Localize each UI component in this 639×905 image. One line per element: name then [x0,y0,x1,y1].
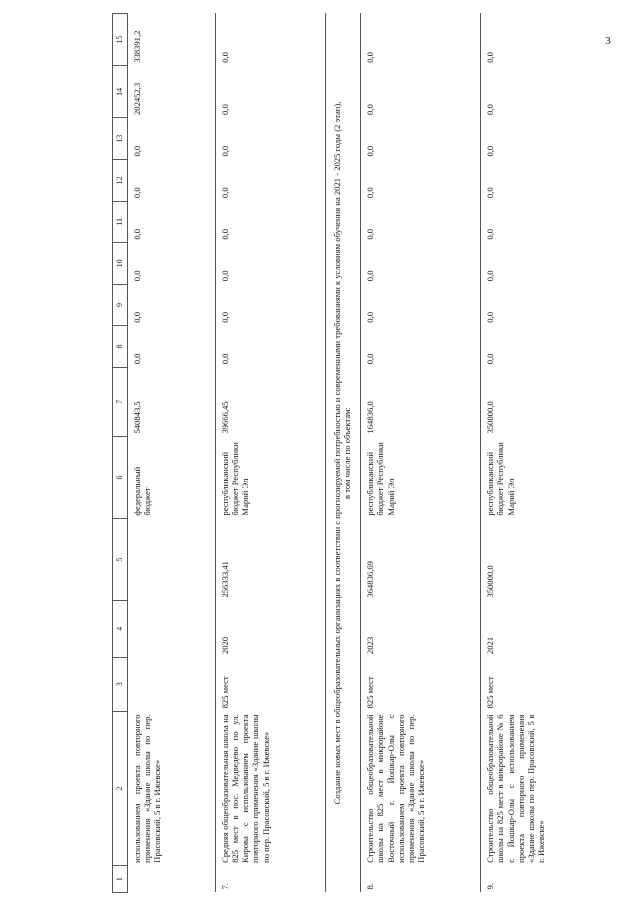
page-number: 3 [605,35,611,47]
funding-source: федеральный бюджет [128,437,216,519]
column-number: 1 [113,866,128,893]
value-cell: 0,0 [481,14,601,66]
year: 2020 [216,601,326,657]
value-cell: 0,0 [481,326,601,368]
table-row-7 [216,14,326,893]
column-number: 9 [113,284,128,326]
value-cell: 202452,3 [128,66,216,118]
year: 2023 [361,601,481,657]
column-number: 10 [113,243,128,285]
column-number: 6 [113,437,128,519]
column-number: 13 [113,118,128,160]
column-number: 7 [113,367,128,436]
funding-source: республиканский бюджет Республики Марий Эл [481,437,601,519]
value-cell: 0,0 [216,118,326,160]
capacity: 825 мест [361,657,481,711]
value-cell: 0,0 [481,118,601,160]
table-row-9 [481,14,601,893]
value-cell: 0,0 [481,284,601,326]
cost [128,519,216,601]
column-number: 2 [113,711,128,865]
column-number: 3 [113,657,128,711]
value-cell: 0,0 [216,284,326,326]
object-name: Средняя общеобразовательная школа на 825 мест в пос. Медведево по ул. Кирова с использованием проекта повторного применения «Здание школы по пер. Прасовский, 5 в г. Ижевске» [216,711,326,865]
cost: 256333,41 [216,519,326,601]
table-row-continuation [128,14,216,893]
column-number: 4 [113,601,128,657]
value-cell: 0,0 [481,201,601,243]
value-cell: 338391,2 [128,14,216,66]
value-cell: 0,0 [216,160,326,202]
value-cell: 0,0 [128,326,216,368]
value-cell: 0,0 [481,243,601,285]
value-cell: 0,0 [216,243,326,285]
capacity: 825 мест [216,657,326,711]
column-number: 8 [113,326,128,368]
year: 2021 [481,601,601,657]
cost: 350000,0 [481,519,601,601]
value-cell: 0,0 [128,160,216,202]
section-heading-line-1: Создание новых мест в общеобразовательных организациях в соответствии с прогнозируемой потребностью и современными требованиями к условиям обучения на 2021 - 2025 годы (2 этап), [332,101,342,805]
value-cell: 164836,0 [361,367,481,436]
value-cell: 0,0 [361,326,481,368]
value-cell: 0,0 [128,284,216,326]
column-number: 11 [113,201,128,243]
funding-source: республиканский бюджет Республики Марий Эл [361,437,481,519]
table-row-8 [361,14,481,893]
section-heading-line-2: в том числе по объектам: [342,407,353,499]
value-cell: 0,0 [128,201,216,243]
value-cell: 0,0 [361,66,481,118]
funding-source: республиканский бюджет Республики Марий Эл [216,437,326,519]
value-cell: 0,0 [481,66,601,118]
column-number: 14 [113,66,128,118]
section-heading [326,14,361,893]
capacity: 825 мест [481,657,601,711]
value-cell: 0,0 [128,118,216,160]
object-name: Строительство общеобразовательной школы на 825 мест в микрорайоне № 6 г. Йошкар-Олы с использованием проекта повторного применения «Здание школы по пер. Прасовский, 5 в г. Ижевске» [481,711,601,865]
row-number: 8. [361,866,481,893]
row-number: 7. [216,866,326,893]
value-cell: 0,0 [128,243,216,285]
value-cell: 0,0 [216,14,326,66]
value-cell: 0,0 [216,326,326,368]
object-name: Строительство общеобразовательной школы на 825 мест в микрорайоне Восточный г. Йошкар-Олы с использованием проекта повторного применения «Здание школы по пер. Прасовский, 5 в г. Ижевске» [361,711,481,865]
value-cell: 0,0 [361,201,481,243]
value-cell: 0,0 [216,66,326,118]
value-cell: 350000,0 [481,367,601,436]
column-number: 12 [113,160,128,202]
value-cell: 540843,5 [128,367,216,436]
row-number [128,866,216,893]
value-cell: 0,0 [361,243,481,285]
value-cell: 0,0 [361,14,481,66]
value-cell: 0,0 [361,160,481,202]
section-heading-row [326,14,361,893]
objects-table [112,13,601,893]
value-cell: 0,0 [361,284,481,326]
column-number: 15 [113,14,128,66]
cost: 364836,69 [361,519,481,601]
column-number-header-row [113,14,128,893]
value-cell: 0,0 [216,201,326,243]
object-name: использованием проекта повторного применения «Здание школы по пер. Прасовский, 5 в г. Ижевске» [128,711,216,865]
value-cell: 0,0 [361,118,481,160]
capacity [128,657,216,711]
row-number: 9. [481,866,601,893]
value-cell: 39666,45 [216,367,326,436]
year [128,601,216,657]
column-number: 5 [113,519,128,601]
value-cell: 0,0 [481,160,601,202]
